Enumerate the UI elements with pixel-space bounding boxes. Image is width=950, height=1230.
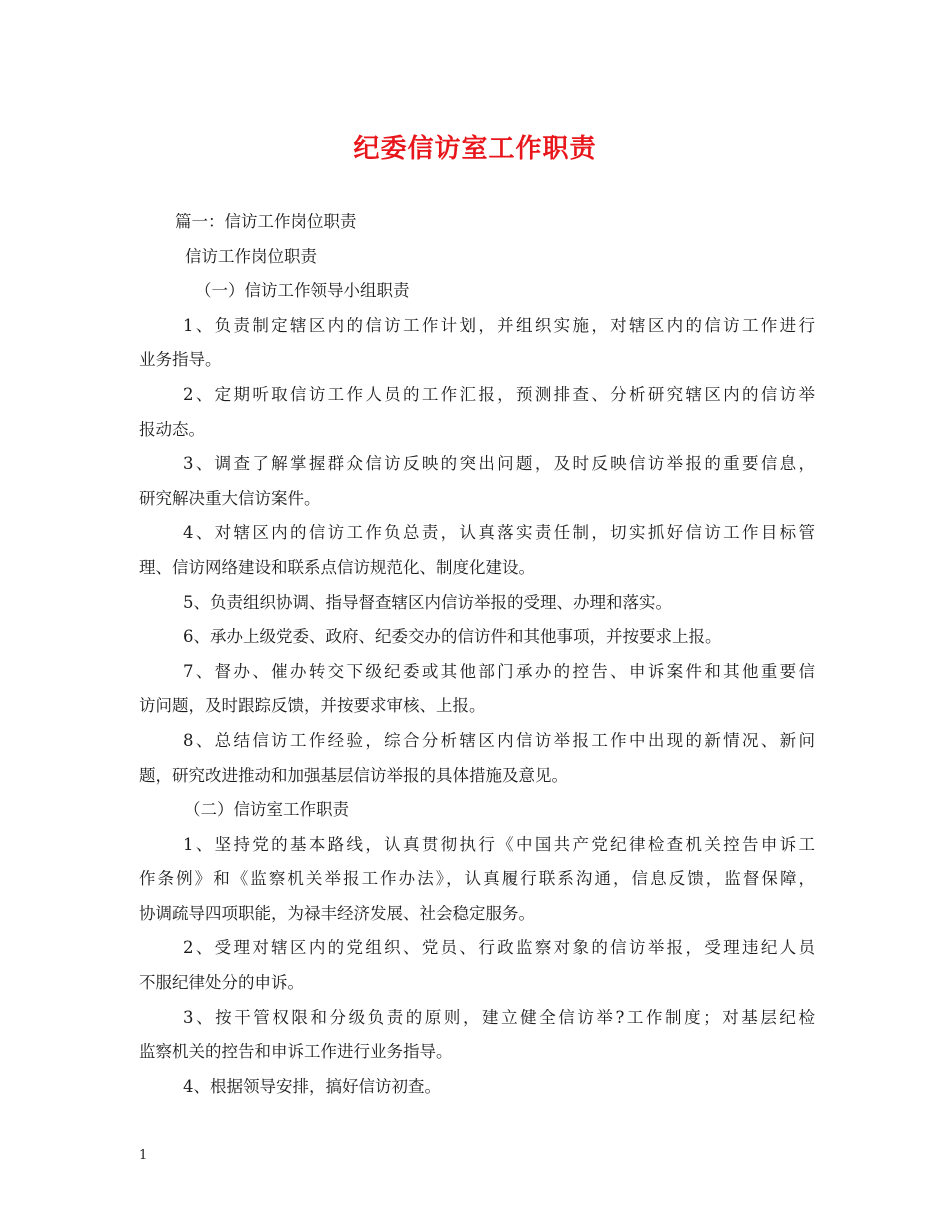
paragraph-line: 1、负责制定辖区内的信访工作计划，并组织实施，对辖区内的信访工作进行 xyxy=(183,315,815,335)
paragraph-line: 报动态。 xyxy=(139,419,205,439)
paragraph-line: 4、根据领导安排，搞好信访初查。 xyxy=(183,1076,441,1096)
subsection-heading: （二）信访室工作职责 xyxy=(184,800,349,820)
paragraph-line: 5、负责组织协调、指导督查辖区内信访举报的受理、办理和落实。 xyxy=(183,592,672,612)
paragraph-line: 题，研究改进推动和加强基层信访举报的具体措施及意见。 xyxy=(139,765,568,785)
document-body xyxy=(139,205,815,1104)
paragraph-line: 不服纪律处分的申诉。 xyxy=(139,973,304,993)
paragraph-line: 6、承办上级党委、政府、纪委交办的信访件和其他事项，并按要求上报。 xyxy=(183,627,722,647)
section-heading: 篇一：信访工作岗位职责 xyxy=(175,212,357,231)
paragraph-line: 监察机关的控告和申诉工作进行业务指导。 xyxy=(139,1042,453,1062)
subsection-heading: （一）信访工作领导小组职责 xyxy=(195,281,410,301)
page-number: 1 xyxy=(139,1148,148,1163)
section-subheading: 信访工作岗位职责 xyxy=(185,246,317,266)
paragraph-line: 1、坚持党的基本路线，认真贯彻执行《中国共产党纪律检查机关控告申诉工 xyxy=(183,834,815,854)
paragraph-line: 2、受理对辖区内的党组织、党员、行政监察对象的信访举报，受理违纪人员 xyxy=(183,938,815,958)
paragraph-line: 研究解决重大信访案件。 xyxy=(139,488,321,508)
paragraph-line: 理、信访网络建设和联系点信访规范化、制度化建设。 xyxy=(139,557,535,577)
paragraph-line: 业务指导。 xyxy=(139,350,222,370)
paragraph-line: 协调疏导四项职能，为禄丰经济发展、社会稳定服务。 xyxy=(139,903,535,923)
paragraph-line: 访问题，及时跟踪反馈，并按要求审核、上报。 xyxy=(139,696,486,716)
paragraph-line: 2、定期听取信访工作人员的工作汇报，预测排查、分析研究辖区内的信访举 xyxy=(183,384,815,404)
document-title: 纪委信访室工作职责 xyxy=(353,134,597,164)
paragraph-line: 3、调查了解掌握群众信访反映的突出问题，及时反映信访举报的重要信息， xyxy=(183,454,815,474)
paragraph-line: 4、对辖区内的信访工作负总责，认真落实责任制，切实抓好信访工作目标管 xyxy=(183,523,815,543)
paragraph-line: 3、按干管权限和分级负责的原则，建立健全信访举?工作制度；对基层纪检 xyxy=(183,1007,815,1027)
paragraph-line: 8、总结信访工作经验，综合分析辖区内信访举报工作中出现的新情况、新问 xyxy=(183,730,815,750)
paragraph-line: 7、督办、催办转交下级纪委或其他部门承办的控告、申诉案件和其他重要信 xyxy=(183,661,815,681)
paragraph-line: 作条例》和《监察机关举报工作办法》，认真履行联系沟通，信息反馈，监督保障， xyxy=(139,869,815,889)
